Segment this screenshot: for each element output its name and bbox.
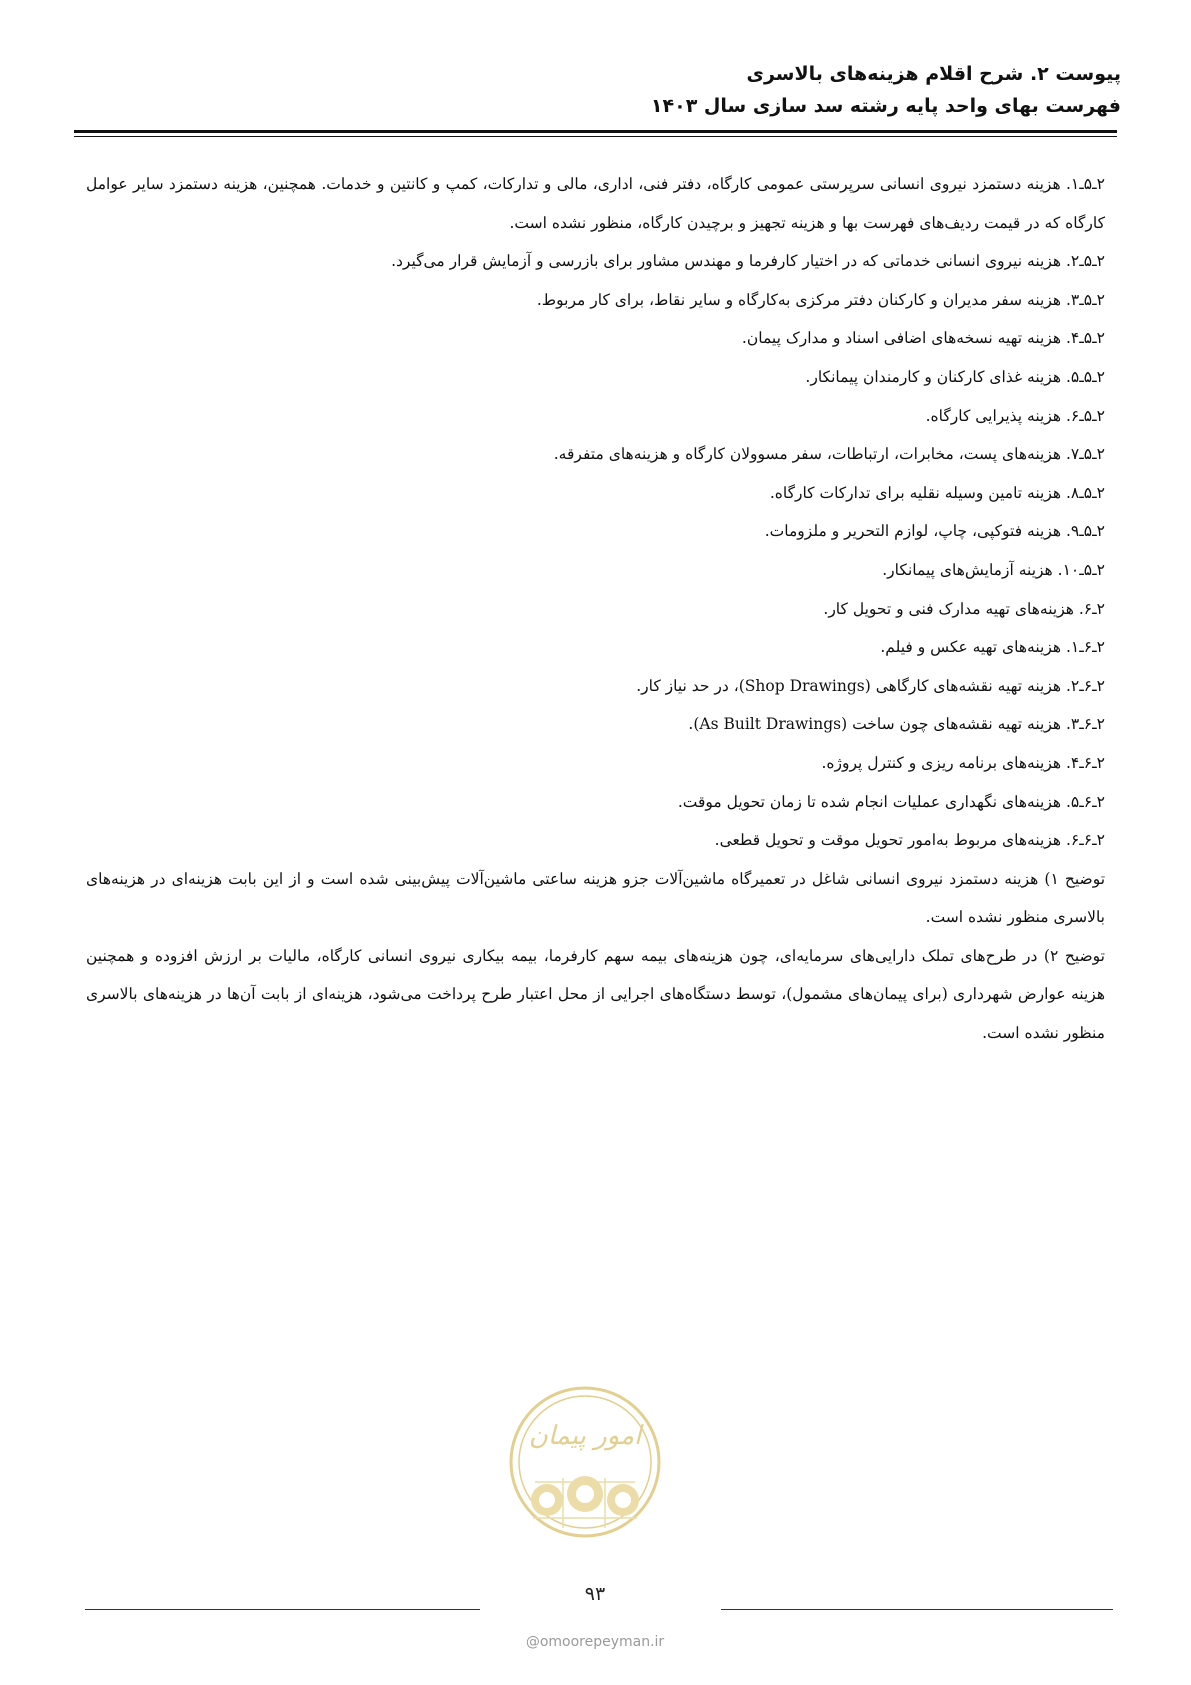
header-document-title: فهرست بهای واحد پایه رشته سد سازی سال ۱۴۰۳ <box>650 95 1121 117</box>
list-item: ۲ـ۶ـ۴. هزینه‌های برنامه ریزی و کنترل پروژه. <box>821 753 1105 772</box>
footer-divider-right <box>721 1609 1113 1610</box>
list-item: ۲ـ۵ـ۳. هزینه سفر مدیران و کارکنان دفتر مرکزی به‌کارگاه و سایر نقاط، برای کار مربوط. <box>536 290 1105 309</box>
list-item: ۲ـ۶ـ۵. هزینه‌های نگهداری عملیات انجام شده تا زمان تحویل موقت. <box>677 792 1105 811</box>
note-paragraph: توضیح ۱) هزینه دستمزد نیروی انسانی شاغل در تعمیرگاه ماشین‌آلات جزو هزینه ساعتی ماشین‌آلات پیش‌بینی شده است و از این بابت هزینه‌ای در هزینه‌های بالاسری منظور نشده است. <box>86 869 1106 927</box>
header-appendix-title: پیوست ۲. شرح اقلام هزینه‌های بالاسری <box>746 63 1121 85</box>
page-header <box>70 58 1121 122</box>
list-item: ۲ـ۵ـ۱۰. هزینه آزمایش‌های پیمانکار. <box>882 560 1105 579</box>
list-item: ۲ـ۵ـ۸. هزینه تامین وسیله نقلیه برای تدارکات کارگاه. <box>769 483 1105 502</box>
footer-divider-left <box>85 1609 480 1610</box>
header-rule-thick <box>74 130 1117 133</box>
list-item: ۲ـ۵ـ۲. هزینه نیروی انسانی خدماتی که در اختیار کارفرما و مهندس مشاور برای بازرسی و آزمایش قرار می‌گیرد. <box>391 252 1105 271</box>
section-heading: ۲ـ۶. هزینه‌های تهیه مدارک فنی و تحویل کار. <box>823 599 1105 618</box>
list-item: ۲ـ۵ـ۹. هزینه فتوکپی، چاپ، لوازم التحریر و ملزومات. <box>764 522 1105 541</box>
page-number: ۹۳ <box>584 1583 606 1605</box>
list-item: ۲ـ۵ـ۵. هزینه غذای کارکنان و کارمندان پیمانکار. <box>805 367 1105 386</box>
note-paragraph: توضیح ۲) در طرح‌های تملک دارایی‌های سرمایه‌ای، چون هزینه‌های بیمه سهم کارفرما، بیمه بیکاری نیروی انسانی کارگاه، مالیات بر ارزش افزوده و همچنین هزینه عوارض شهرداری (برای پیمان‌های مشمول)، توسط دستگاه‌های اجرایی از محل اعتبار طرح پرداخت می‌شود، هزینه‌ای از بابت آن‌ها در هزینه‌های بالاسری منظور نشده است. <box>86 946 1106 1043</box>
header-rule-thin <box>74 136 1117 137</box>
list-item: ۲ـ۶ـ۲. هزینه تهیه نقشه‌های کارگاهی (Shop Drawings)، در حد نیاز کار. <box>636 676 1105 695</box>
list-item: ۲ـ۶ـ۱. هزینه‌های تهیه عکس و فیلم. <box>880 638 1105 657</box>
list-item: ۲ـ۶ـ۶. هزینه‌های مربوط به‌امور تحویل موقت و تحویل قطعی. <box>714 831 1105 850</box>
page-content <box>86 165 1105 1053</box>
website-watermark: @omoorepeyman.ir <box>525 1634 665 1650</box>
list-item: ۲ـ۵ـ۶. هزینه پذیرایی کارگاه. <box>925 406 1105 425</box>
list-item: ۲ـ۵ـ۷. هزینه‌های پست، مخابرات، ارتباطات، سفر مسوولان کارگاه و هزینه‌های متفرقه. <box>553 445 1105 464</box>
list-item: ۲ـ۵ـ۴. هزینه تهیه نسخه‌های اضافی اسناد و مدارک پیمان. <box>741 329 1105 348</box>
watermark-logo-icon <box>505 1382 665 1542</box>
list-item: ۲ـ۶ـ۳. هزینه تهیه نقشه‌های چون ساخت (As Built Drawings). <box>688 715 1105 734</box>
list-item: ۲ـ۵ـ۱. هزینه دستمزد نیروی انسانی سرپرستی عمومی کارگاه، دفتر فنی، اداری، مالی و تدارکات، کمپ و کانتین و خدمات. همچنین، هزینه دستمزد سایر عوامل کارگاه که در قیمت ردیف‌های فهرست بها و هزینه تجهیز و برچیدن کارگاه، منظور نشده است. <box>86 175 1105 232</box>
logo-text: امور پیمان <box>528 1421 642 1451</box>
